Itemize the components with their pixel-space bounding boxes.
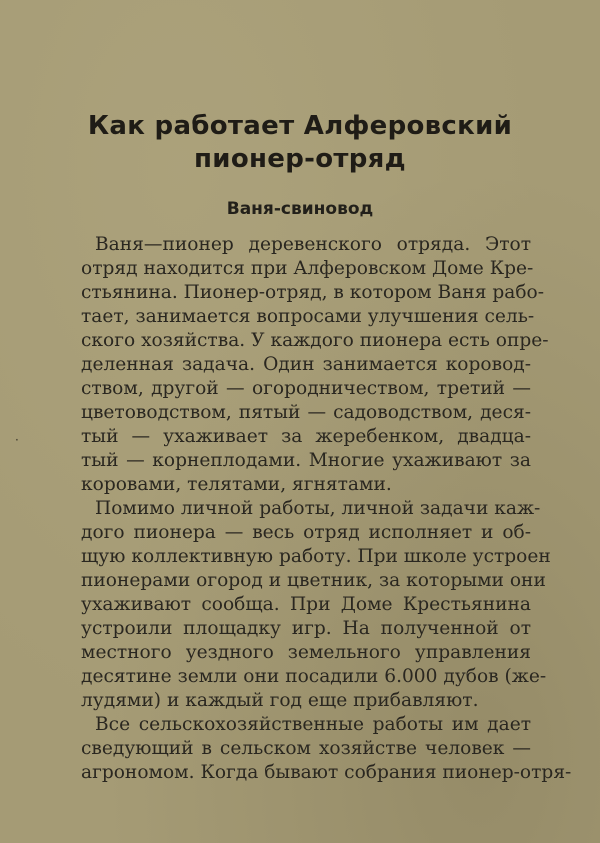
text-line: ского хозяйства. У каждого пионера есть опре-: [81, 330, 549, 351]
section-subtitle: Ваня-свиновод: [226, 199, 374, 219]
paragraph-2: [81, 497, 551, 713]
text-line: тый — корнеплодами. Многие ухаживают за: [81, 450, 531, 471]
paragraph-1: [81, 233, 549, 497]
text-line: стьянина. Пионер-отряд, в котором Ваня рабо-: [81, 282, 544, 303]
text-line: Помимо личной работы, личной задачи каж-: [95, 498, 541, 519]
text-line: деленная задача. Один занимается коровод-: [81, 354, 531, 375]
text-line: цветоводством, пятый — садоводством, деся-: [81, 402, 531, 423]
text-line: ухаживают сообща. При Доме Крестьянина: [81, 594, 531, 615]
page-title-line-1: Как работает Алферовский: [87, 111, 513, 141]
text-line: Все сельскохозяйственные работы им дает: [95, 714, 531, 735]
paragraph-3: [81, 713, 572, 785]
text-line: коровами, телятами, ягнятами.: [81, 474, 392, 495]
body-text: [81, 233, 572, 785]
page-title-line-2: пионер-отряд: [194, 144, 406, 174]
text-line: тает, занимается вопросами улучшения сель-: [81, 306, 535, 327]
text-line: ством, другой — огородничеством, третий —: [81, 378, 531, 399]
text-line: десятине земли они посадили 6.000 дубов (же-: [81, 666, 547, 687]
text-line: пионерами огород и цветник, за которыми они: [81, 570, 546, 591]
text-line: сведующий в сельском хозяйстве человек —: [81, 738, 531, 759]
text-line: отряд находится при Алферовском Доме Кре-: [81, 258, 534, 279]
text-line: агрономом. Когда бывают собрания пионер-отря-: [81, 762, 572, 783]
text-line: Ваня—пионер деревенского отряда. Этот: [95, 234, 531, 255]
text-line: тый — ухаживает за жеребенком, двадца-: [81, 426, 531, 447]
text-line: местного уездного земельного управления: [81, 642, 531, 663]
text-line: дого пионера — весь отряд исполняет и об-: [81, 522, 531, 543]
ink-fleck: ·: [15, 433, 19, 447]
text-line: щую коллективную работу. При школе устроен: [81, 546, 551, 567]
text-line: устроили площадку игр. На полученной от: [81, 618, 531, 639]
text-line: лудями) и каждый год еще прибавляют.: [81, 690, 479, 711]
page-title: [60, 110, 540, 176]
